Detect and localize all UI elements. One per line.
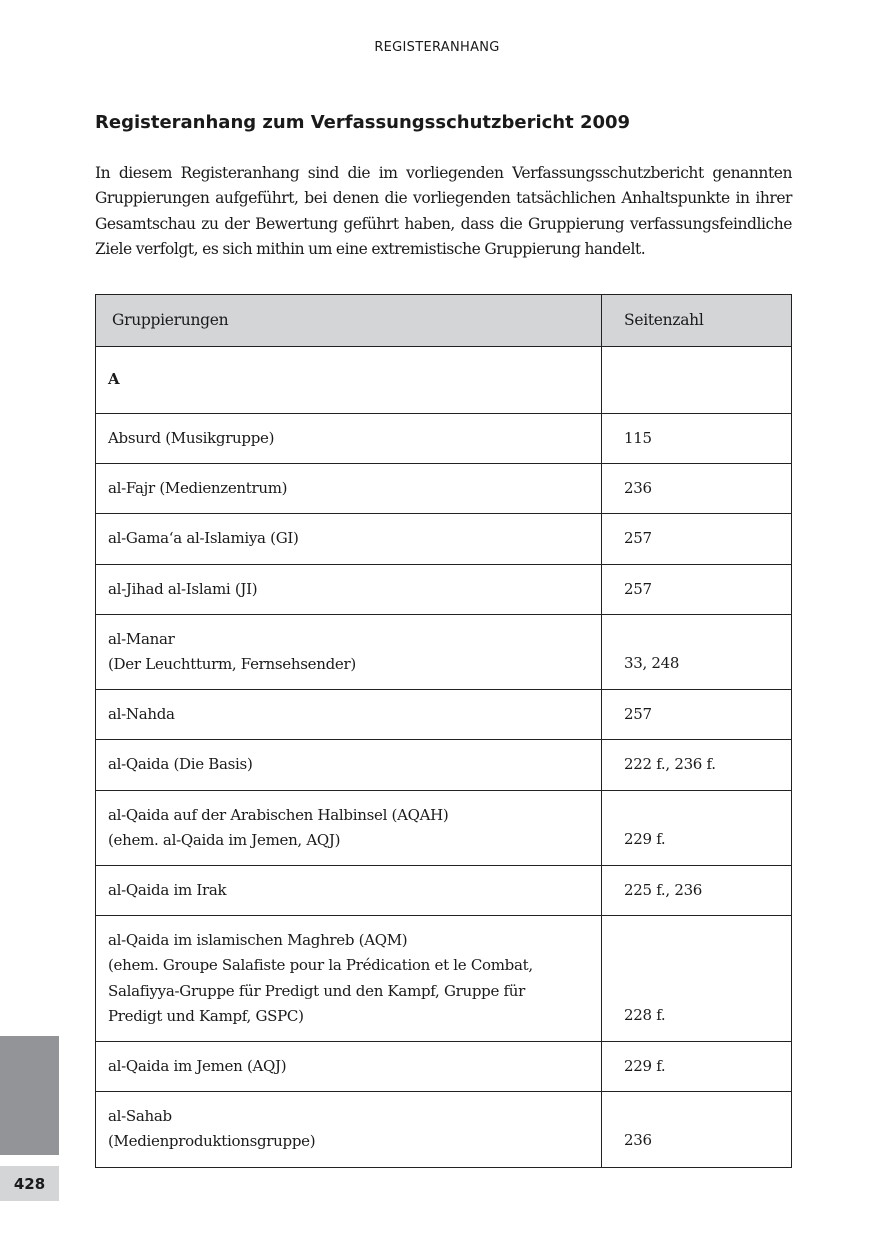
page-reference-cell: 222 f., 236 f. [602, 740, 792, 790]
page-number: 428 [0, 1166, 59, 1201]
page-reference-cell: 257 [602, 514, 792, 564]
group-name-line: al-Manar [108, 629, 175, 648]
register-table [95, 294, 792, 1168]
group-name-cell [96, 614, 602, 689]
table-row [96, 464, 792, 514]
table-row [96, 790, 792, 865]
table-row [96, 916, 792, 1042]
column-header-pages: Seitenzahl [602, 295, 792, 347]
table-row [96, 1042, 792, 1092]
group-name-cell [96, 790, 602, 865]
group-name-line: al-Qaida im Irak [108, 881, 227, 900]
group-name-cell [96, 740, 602, 790]
running-head: REGISTERANHANG [374, 40, 500, 55]
group-name-line: al-Fajr (Medienzentrum) [108, 479, 288, 498]
section-letter-empty-cell [602, 347, 792, 414]
table-row [96, 1092, 792, 1167]
column-header-groups: Gruppierungen [96, 295, 602, 347]
group-name-line: al-Qaida (Die Basis) [108, 755, 253, 774]
group-name-line: al-Nahda [108, 705, 175, 724]
page-reference-cell: 228 f. [602, 916, 792, 1042]
table-row [96, 866, 792, 916]
page-reference-cell: 33, 248 [602, 614, 792, 689]
section-letter: A [96, 347, 602, 414]
intro-paragraph: In diesem Registeranhang sind die im vorliegenden Verfassungsschutzbericht genannten Gruppierungen aufgeführt, bei denen die vorliegenden tatsächlichen Anhaltspunkte in ihrer Gesamtschau zu der Bewertung geführt haben, dass die Gruppierung verfassungsfeindliche Ziele verfolgt, es sich mithin um eine extremistische Gruppierung handelt. [95, 164, 792, 258]
group-name-cell [96, 866, 602, 916]
group-name-line: (Der Leuchtturm, Fernsehsender) [108, 655, 356, 674]
page-reference-cell: 236 [602, 1092, 792, 1167]
group-name-cell [96, 916, 602, 1042]
group-name-line: (Medienproduktionsgruppe) [108, 1132, 316, 1151]
group-name-line: (ehem. al-Qaida im Jemen, AQJ) [108, 830, 341, 849]
group-name-line: al-Qaida im Jemen (AQJ) [108, 1057, 287, 1076]
group-name-cell [96, 414, 602, 464]
group-name-line: al-Qaida auf der Arabischen Halbinsel (AQAH) [108, 805, 449, 824]
table-row [96, 564, 792, 614]
side-thumb-tab [0, 1036, 59, 1155]
group-name-cell [96, 464, 602, 514]
page-reference-cell: 257 [602, 690, 792, 740]
group-name-cell [96, 690, 602, 740]
page-reference-cell: 225 f., 236 [602, 866, 792, 916]
table-row [96, 690, 792, 740]
table-header-row [96, 295, 792, 347]
group-name-cell [96, 1042, 602, 1092]
page-reference-cell: 115 [602, 414, 792, 464]
page-reference-cell: 229 f. [602, 1042, 792, 1092]
group-name-line: al-Sahab [108, 1107, 172, 1126]
group-name-cell [96, 1092, 602, 1167]
page-title: Registeranhang zum Verfassungsschutzbericht 2009 [95, 112, 631, 133]
page-reference-cell: 236 [602, 464, 792, 514]
table-row [96, 514, 792, 564]
group-name-line: al-Jihad al-Islami (JI) [108, 579, 258, 598]
group-name-line: al-Gama‘a al-Islamiya (GI) [108, 529, 299, 548]
group-name-cell [96, 564, 602, 614]
table-row [96, 614, 792, 689]
register-table-body [96, 347, 792, 1168]
group-name-line: (ehem. Groupe Salafiste pour la Prédication et le Combat, [108, 956, 533, 975]
page-reference-cell: 257 [602, 564, 792, 614]
table-row [96, 414, 792, 464]
group-name-line: Absurd (Musikgruppe) [108, 429, 275, 447]
group-name-line: Salafiyya-Gruppe für Predigt und den Kampf, Gruppe für [108, 981, 525, 1000]
group-name-line: Predigt und Kampf, GSPC) [108, 1006, 304, 1025]
table-row [96, 740, 792, 790]
section-letter-row [96, 347, 792, 414]
page-reference-cell: 229 f. [602, 790, 792, 865]
group-name-cell [96, 514, 602, 564]
group-name-line: al-Qaida im islamischen Maghreb (AQM) [108, 931, 408, 950]
